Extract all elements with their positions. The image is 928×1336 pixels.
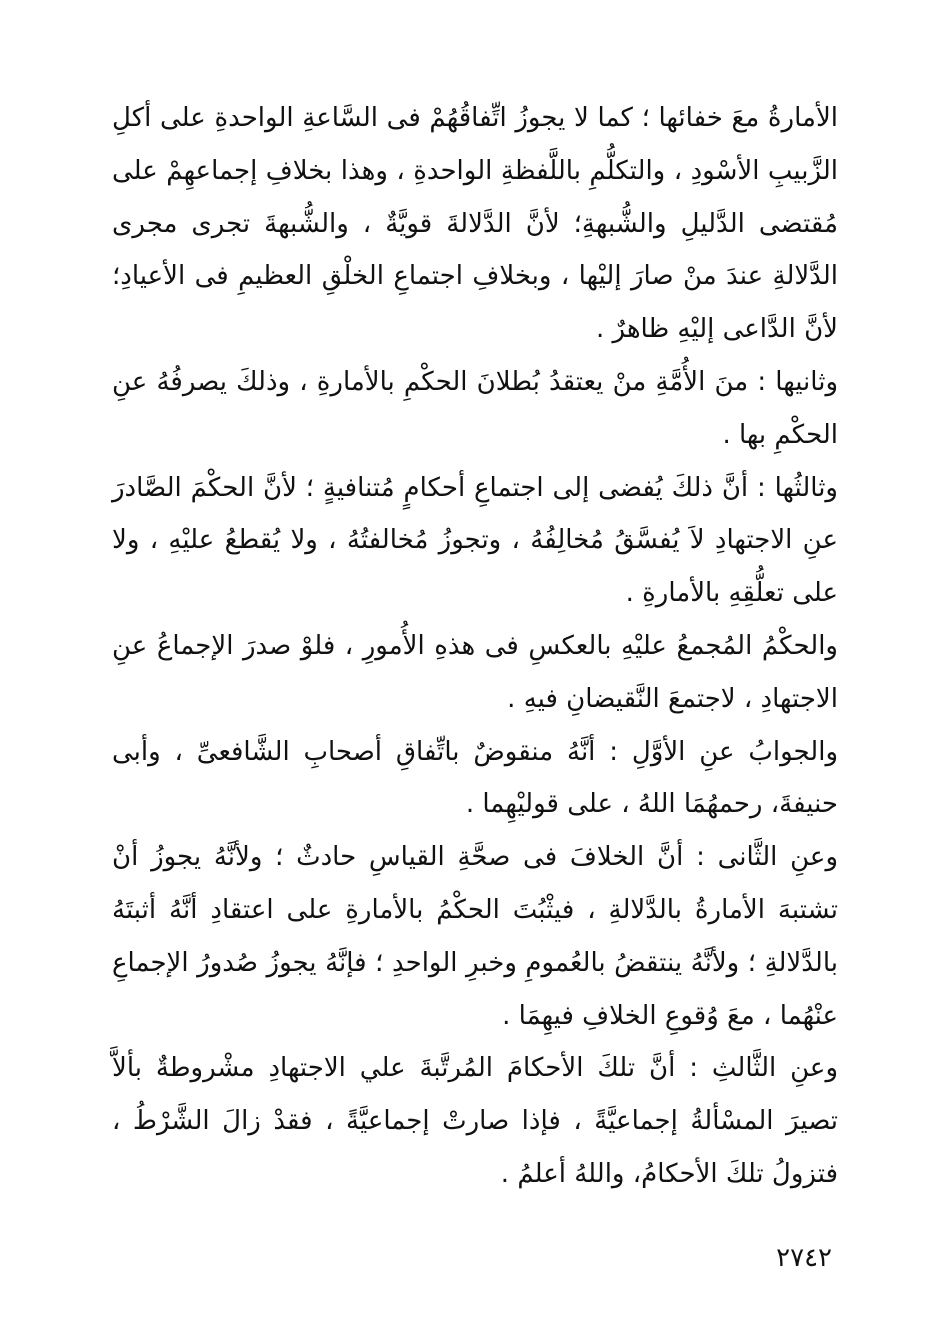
- paragraph-2: وثانيها : منَ الأُمَّةِ منْ يعتقدُ بُطلانَ الحكْمِ بالأمارةِ ، وذلكَ يصرفُهُ عنِ الحكْمِ بها .: [112, 366, 838, 450]
- body-text: [112, 92, 838, 1201]
- paragraph-5: والجوابُ عنِ الأوَّلِ : أنَّهُ منقوضٌ باتِّفاقِ أصحابِ الشَّافعىِّ ، وأبى حنيفةَ، رحمهُمَا اللهُ ، على قوليْهِما .: [112, 736, 838, 820]
- page-number: ٢٧٤٢: [776, 1243, 832, 1273]
- paragraph-6: وعنِ الثَّانى : أنَّ الخلافَ فى صحَّةِ القياسِ حادثٌ ؛ ولأنَّهُ يجوزُ أنْ تشتبهَ الأمارةُ بالدَّلالةِ ، فيثْبُتَ الحكْمُ بالأمارةِ على اعتقادِ أنَّهُ أثبتَهُ بالدَّلالةِ ؛ ولأنَّهُ ينتقضُ بالعُمومِ وخبرِ الواحدِ ؛ فإنَّهُ يجوزُ صُدورُ الإجماعِ عنْهُما ، معَ وُقوعِ الخلافِ فيهِمَا .: [112, 842, 838, 1031]
- paragraph-3: وثالثُها : أنَّ ذلكَ يُفضى إلى اجتماعِ أحكامٍ مُتنافيةٍ ؛ لأنَّ الحكْمَ الصَّادرَ عنِ الاجتهادِ لاَ يُفسَّقُ مُخالِفُهُ ، وتجوزُ مُخالفتُهُ ، ولا يُقطعُ عليْهِ ، ولا على تعلُّقِهِ بالأمارةِ .: [112, 472, 838, 609]
- paragraph-4: والحكْمُ المُجمعُ عليْهِ بالعكسِ فى هذهِ الأُمورِ ، فلوْ صدرَ الإجماعُ عنِ الاجتهادِ ، لاجتمعَ النَّقيضانِ فيهِ .: [112, 630, 838, 714]
- paragraph-7: وعنِ الثَّالثِ : أنَّ تلكَ الأحكامَ المُرتَّبةَ علي الاجتهادِ مشْروطةٌ بألاَّ تصيرَ المسْألةُ إجماعيَّةً ، فإذا صارتْ إجماعيَّةً ، فقدْ زالَ الشَّرْطُ ، فتزولُ تلكَ الأحكامُ، واللهُ أعلمُ .: [112, 1053, 838, 1189]
- paragraph-1: الأمارةُ معَ خفائها ؛ كما لا يجوزُ اتِّفاقُهُمْ فى السَّاعةِ الواحدةِ على أكلِ الزَّبيبِ الأسْودِ ، والتكلُّمِ باللَّفظةِ الواحدةِ ، وهذا بخلافِ إجماعهِمْ على مُقتضى الدَّليلِ والشُّبهةِ؛ لأنَّ الدَّلالةَ قويَّةٌ ، والشُّبهةَ تجرى مجرى الدَّلالةِ عندَ منْ صارَ إليْها ، وبخلافِ اجتماعِ الخلْقِ العظيمِ فى الأعيادِ؛ لأنَّ الدَّاعى إليْهِ ظاهرٌ .: [112, 103, 838, 345]
